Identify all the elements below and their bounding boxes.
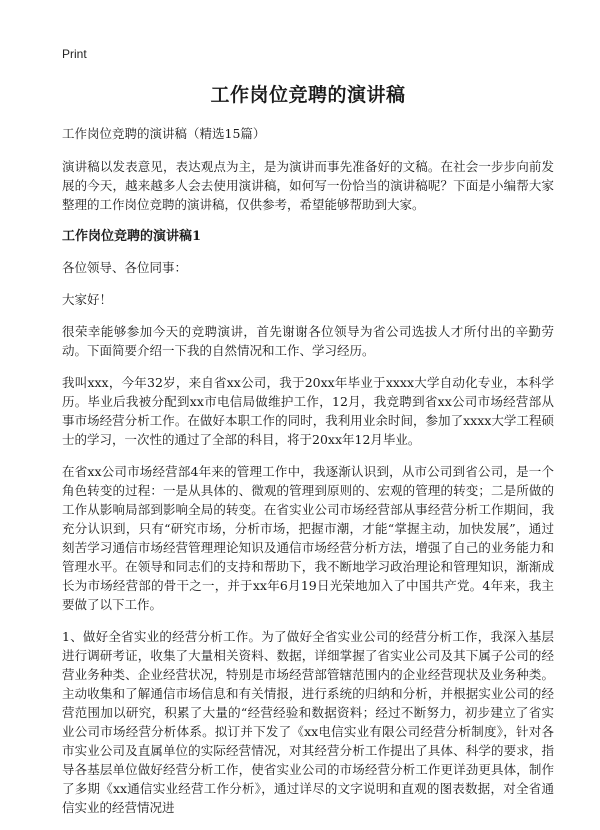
salutation: 各位领导、各位同事：: [62, 260, 188, 275]
body-paragraph: 我叫xxx，今年32岁，来自省xx公司，我于20xx年毕业于xxxx大学自动化专业，本科学历。毕业后我被分配到xx市电信局做维护工作，12月，我竞聘到省xx公司市场经营部从事市场经营分析工作。在做好本职工作的同时，我利用业余时间，参加了xxxx大学工程硕士的学习，一次性的通过了全部的科目，将于20xx年12月毕业。: [62, 375, 554, 447]
greeting: 大家好！: [62, 292, 113, 307]
body-paragraph: 在省xx公司市场经营部4年来的管理工作中，我逐渐认识到，从市公司到省公司，是一个角色转变的过程：一是从具体的、微观的管理到原则的、宏观的管理的转变；二是所做的工作从影响局部到影响全局的转变。在省实业公司市场经营部从事经营分析工作期间，我充分认识到，只有“研究市场，分析市场，把握市潮，才能“掌握主动，加快发展”，通过刻苦学习通信市场经营管理理论知识及通信市场经营分析方法，增强了自己的业务能力和管理水平。在领导和同志们的支持和帮助下，我不断地学习政治理论和管理知识，渐渐成长为市场经营部的骨干之一，并于xx年6月19日光荣地加入了中国共产党。4年来，我主要做了以下工作。: [62, 464, 554, 612]
print-link[interactable]: Print: [62, 47, 87, 61]
document-title: 工作岗位竞聘的演讲稿: [210, 84, 406, 106]
section-heading: 工作岗位竞聘的演讲稿1: [62, 229, 202, 244]
intro-paragraph: 演讲稿以发表意见，表达观点为主，是为演讲而事先准备好的文稿。在社会一步步向前发展的今天，越来越多人会去使用演讲稿，如何写一份恰当的演讲稿呢？下面是小编帮大家整理的工作岗位竞聘的演讲稿，仅供参考，希望能够帮助到大家。: [62, 159, 554, 212]
document-body: [62, 80, 554, 830]
body-paragraph: 1、做好全省实业的经营分析工作。为了做好全省实业公司的经营分析工作，我深入基层进行调研考证，收集了大量相关资料、数据，详细掌握了省实业公司及其下属子公司的经营业务种类、企业经营状况，特别是市场经营部管辖范围内的企业经营现状及业务种类。主动收集和了解通信市场信息和有关情报，进行系统的归纳和分析，并根据实业公司的经营范围加以研究，积累了大量的“经营经验和数据资料；经过不断努力，初步建立了省实业公司市场经营分析体系。拟订并下发了《xx电信实业有限公司经营分析制度》，针对各市实业公司及直属单位的实际经营情况，对其经营分析工作提出了具体、科学的要求，指导各基层单位做好经营分析工作，使省实业公司的市场经营分析工作更详劲更具体，制作了多期《xx通信实业经营工作分析》，通过详尽的文字说明和直观的图表数据，对全省通信实业的经营情况进: [62, 629, 554, 815]
document-subtitle: 工作岗位竞聘的演讲稿（精选15篇）: [62, 126, 266, 141]
body-paragraph: 很荣幸能够参加今天的竞聘演讲，首先谢谢各位领导为省公司选拔人才所付出的辛勤劳动。下面简要介绍一下我的自然情况和工作、学习经历。: [62, 324, 554, 358]
